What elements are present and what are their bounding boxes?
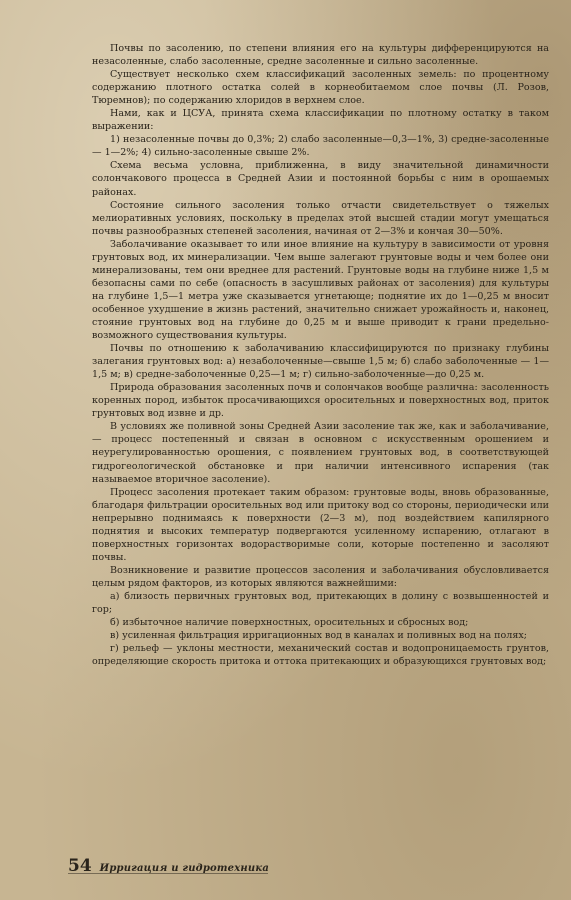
text-column	[92, 42, 549, 668]
paragraph: Процесс засоления протекает таким образом: грунтовые воды, вновь образованные, благодаря фильтрации оросительных вод или притоку вод со стороны, периодически или непрерывно поднимаясь к поверхности (2—3 м), под воздействием капилярного поднятия и высоких температур подвергаются усиленному испарению, отлагают в поверхностных горизонтах водорастворимые соли, которые постепенно и засоляют почвы.	[92, 486, 549, 563]
running-title: Ирригация и гидротехника	[99, 863, 269, 874]
paragraph: В условиях же поливной зоны Средней Азии засоление так же, как и заболачивание, — процесс постепенный и связан в основном с искусственным орошением и неурегулированностью орошения, с появлением грунтовых вод, в соответствующей гидрогеологической обстановке и при наличии интенсивного испарения (так называемое вторичное засоление).	[92, 421, 549, 485]
list-item: в) усиленная фильтрация ирригационных вод в каналах и поливных вод на полях;	[110, 630, 527, 642]
list-item: а) близость первичных грунтовых вод, притекающих в долину с возвышенностей и гор;	[92, 590, 549, 616]
paragraph: Почвы по отношению к заболачиванию классифицируются по признаку глубины залегания грунтовых вод: а) незаболоченные—свыше 1,5 м; б) слабо заболоченные — 1—1,5 м; в) средне-заболоченные 0,25—1 м; г) сильно-заболоченные—до 0,25 м.	[92, 343, 549, 381]
paragraph: Почвы по засолению, по степени влияния его на культуры дифференцируются на незасоленные, слабо засоленные, средне засоленные и сильно засоленные.	[92, 43, 549, 68]
paragraph: Существует несколько схем классификаций засоленных земель: по процентному содержанию плотного остатка солей в корнеобитаемом слое почвы (Л. Розов, Тюремнов); по содержанию хлоридов в верхнем слое.	[92, 69, 549, 107]
list-item: г) рельеф — уклоны местности, механический состав и водопроницаемость грунтов, определяющие скорость притока и оттока притекающих и образующихся грунтовых вод;	[92, 643, 549, 668]
paragraph: Состояние сильного засоления только отчасти свидетельствует о тяжелых мелиоративных условиях, поскольку в пределах этой высшей стадии могут умещаться почвы разнообразных степеней засоления, начиная от 2—3% и кончая 30—50%.	[92, 199, 549, 237]
paragraph: Схема весьма условна, приближенна, в виду значительной динамичности солончакового процесса в Средней Азии и постоянной борьбы с ним в орошаемых районах.	[92, 160, 549, 198]
paragraph: Заболачивание оказывает то или иное влияние на культуру в зависимости от уровня грунтовых вод, их минерализации. Чем выше залегают грунтовые воды и чем более они минерализованы, тем они вреднее для растений. Грунтовые воды на глубине ниже 1,5 м безопасны сами по себе (опасность в засушливых районах от засоления) для культуры на глубине 1,5—1 метра уже сказывается угнетающе; поднятие их до 1—0,25 м вносит особенное ухудшение в жизнь растений, значительно снижает урожайность и, наконец, стояние грунтовых вод на глубине до 0,25 м и выше приводит к грани предельно-возможного существования культуры.	[92, 238, 549, 342]
paragraph: Возникновение и развитие процессов засоления и заболачивания обусловливается целым рядом факторов, из которых являются важнейшими:	[92, 564, 549, 589]
paragraph: 1) незасоленные почвы до 0,3%; 2) слабо засоленные—0,3—1%, 3) средне-засоленные — 1—2%; 4) сильно-засоленные свыше 2%.	[92, 134, 549, 159]
paragraph: Нами, как и ЦСУА, принята схема классификации по плотному остатку в таком выражении:	[92, 108, 549, 133]
paragraph: Природа образования засоленных почв и солончаков вообще различна: засоленность коренных пород, избыток просачивающихся оросительных и поверхностных вод, приток грунтовых вод извне и др.	[92, 382, 549, 420]
page-number: 54	[68, 856, 92, 876]
footer-divider	[68, 873, 268, 874]
list-item: б) избыточное наличие поверхностных, оросительных и сбросных вод;	[110, 617, 469, 629]
